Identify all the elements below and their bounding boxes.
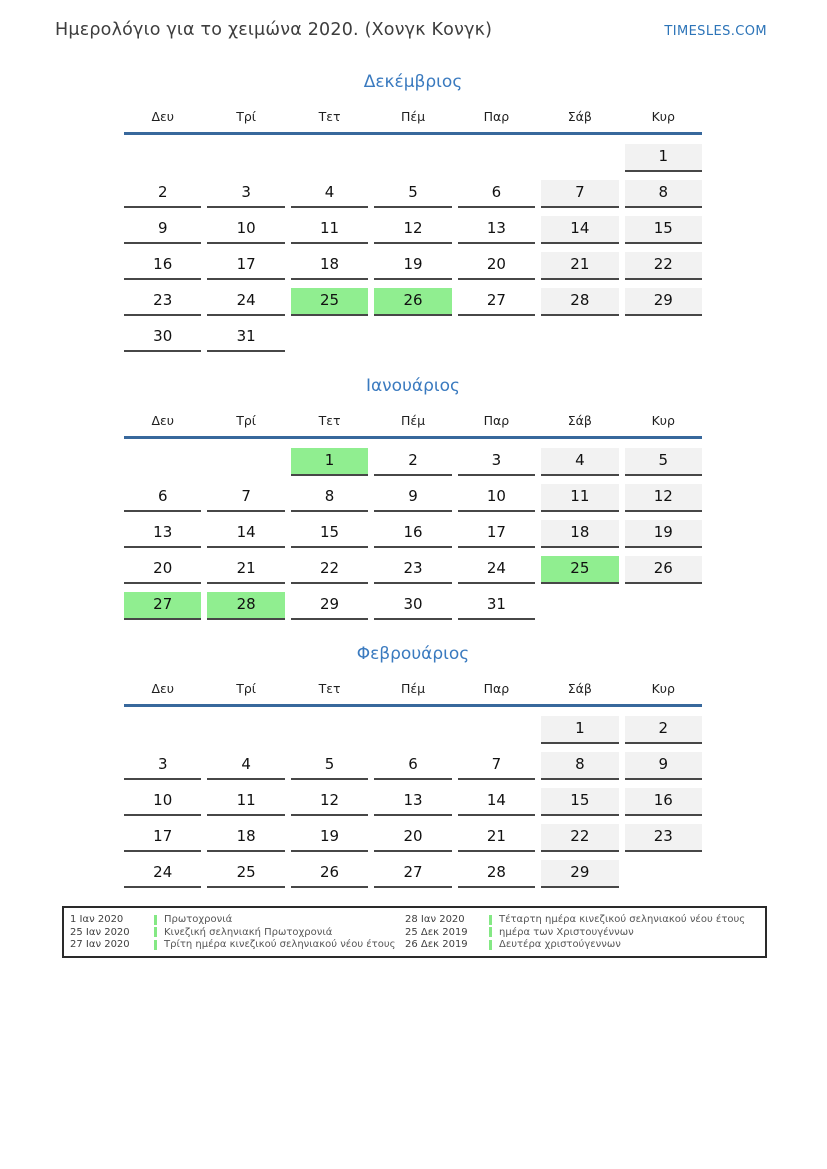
legend-color-bar (489, 915, 492, 925)
day-cell-4: 4 (541, 448, 618, 476)
weekday-header: Τρί (236, 413, 257, 428)
day-cell-15: 15 (541, 788, 618, 816)
day-cell-empty (124, 144, 201, 172)
day-cell-8: 8 (541, 752, 618, 780)
day-cell-empty (541, 592, 618, 620)
day-cell-7: 7 (458, 752, 535, 780)
legend-column (405, 913, 745, 951)
day-cell-empty (207, 716, 284, 744)
weekday-header-row (124, 108, 702, 125)
calendar (124, 71, 702, 911)
legend-date: 25 Ιαν 2020 (70, 926, 130, 938)
day-cell-3: 3 (458, 448, 535, 476)
day-cell-12: 12 (291, 788, 368, 816)
day-cell-23: 23 (374, 556, 451, 584)
weekday-header: Κυρ (651, 681, 675, 696)
day-cell-31: 31 (458, 592, 535, 620)
legend-date: 26 Δεκ 2019 (405, 939, 468, 950)
weekday-header: Παρ (483, 413, 510, 428)
weekday-header: Παρ (483, 109, 510, 124)
legend-color-bar (154, 915, 157, 925)
month-february (124, 643, 702, 888)
month-january (124, 375, 702, 620)
weekday-header: Πέμ (400, 413, 426, 428)
day-cell-6: 6 (458, 180, 535, 208)
weekday-header: Δευ (151, 109, 174, 124)
day-cell-22: 22 (541, 824, 618, 852)
day-cell-28: 28 (207, 592, 284, 620)
day-cell-26: 26 (374, 288, 451, 316)
day-cell-empty (291, 144, 368, 172)
legend-label: Πρωτοχρονιά (164, 914, 233, 925)
weekday-header: Δευ (151, 413, 174, 428)
month-december (124, 71, 702, 352)
day-cell-21: 21 (541, 252, 618, 280)
weekday-header: Κυρ (651, 413, 675, 428)
weekday-header: Σάβ (567, 109, 592, 124)
day-cell-13: 13 (458, 216, 535, 244)
day-cell-13: 13 (124, 520, 201, 548)
weekday-header: Τετ (318, 681, 341, 696)
day-cell-9: 9 (124, 216, 201, 244)
weekday-header: Τρί (236, 109, 257, 124)
day-cell-11: 11 (541, 484, 618, 512)
day-cell-8: 8 (291, 484, 368, 512)
day-cell-27: 27 (124, 592, 201, 620)
day-cell-empty (374, 324, 451, 352)
day-cell-empty (207, 448, 284, 476)
day-cell-empty (458, 716, 535, 744)
month-header-rule (124, 704, 702, 707)
weekday-header: Παρ (483, 681, 510, 696)
day-cell-12: 12 (374, 216, 451, 244)
weekday-header: Δευ (151, 681, 174, 696)
day-cell-10: 10 (458, 484, 535, 512)
day-cell-10: 10 (207, 216, 284, 244)
day-cell-empty (124, 448, 201, 476)
day-cell-empty (625, 592, 702, 620)
day-cell-25: 25 (291, 288, 368, 316)
weekday-header: Σάβ (567, 413, 592, 428)
day-cell-21: 21 (207, 556, 284, 584)
day-cell-8: 8 (625, 180, 702, 208)
month-title: Φεβρουάριος (356, 644, 470, 664)
day-cell-3: 3 (207, 180, 284, 208)
day-cell-5: 5 (625, 448, 702, 476)
day-grid (124, 716, 702, 888)
month-header-rule (124, 436, 702, 439)
day-cell-17: 17 (124, 824, 201, 852)
day-cell-empty (625, 324, 702, 352)
day-cell-24: 24 (458, 556, 535, 584)
day-cell-empty (374, 716, 451, 744)
day-cell-10: 10 (124, 788, 201, 816)
site-logo-link[interactable]: TIMESLES.COM (664, 24, 767, 39)
day-cell-22: 22 (291, 556, 368, 584)
day-cell-empty (291, 716, 368, 744)
legend-entry (405, 913, 745, 926)
weekday-header: Τετ (318, 109, 341, 124)
day-cell-21: 21 (458, 824, 535, 852)
legend-color-bar (154, 940, 157, 950)
weekday-header: Τρί (236, 681, 257, 696)
day-cell-3: 3 (124, 752, 201, 780)
day-cell-31: 31 (207, 324, 284, 352)
day-cell-20: 20 (458, 252, 535, 280)
legend-date: 25 Δεκ 2019 (405, 926, 468, 938)
page-title: Ημερολόγιο για το χειμώνα 2020. (Χονγκ Κονγκ) (55, 20, 493, 40)
legend-color-bar (489, 940, 492, 950)
day-cell-5: 5 (291, 752, 368, 780)
day-cell-empty (541, 144, 618, 172)
legend-entry (405, 938, 745, 951)
day-cell-empty (541, 324, 618, 352)
legend-label: Τέταρτη ημέρα κινεζικού σεληνιακού νέου έτους (499, 914, 746, 925)
day-cell-26: 26 (291, 860, 368, 888)
day-cell-7: 7 (541, 180, 618, 208)
day-cell-empty (625, 860, 702, 888)
legend-entry (405, 926, 745, 939)
day-cell-29: 29 (291, 592, 368, 620)
month-title: Ιανουάριος (365, 376, 461, 396)
day-cell-20: 20 (374, 824, 451, 852)
day-cell-7: 7 (207, 484, 284, 512)
day-cell-empty (458, 324, 535, 352)
legend-color-bar (154, 927, 157, 937)
legend-date: 27 Ιαν 2020 (70, 939, 130, 950)
month-title: Δεκέμβριος (363, 72, 463, 92)
day-cell-30: 30 (124, 324, 201, 352)
day-cell-26: 26 (625, 556, 702, 584)
weekday-header: Σάβ (567, 681, 592, 696)
day-cell-23: 23 (625, 824, 702, 852)
day-cell-empty (291, 324, 368, 352)
legend-label: ημέρα των Χριστουγέννων (499, 926, 634, 938)
day-cell-1: 1 (541, 716, 618, 744)
legend-date: 1 Ιαν 2020 (70, 914, 124, 925)
day-cell-empty (374, 144, 451, 172)
legend-entry (70, 926, 405, 939)
day-cell-empty (207, 144, 284, 172)
day-cell-1: 1 (625, 144, 702, 172)
day-cell-5: 5 (374, 180, 451, 208)
day-cell-9: 9 (625, 752, 702, 780)
day-cell-15: 15 (625, 216, 702, 244)
legend-color-bar (489, 927, 492, 937)
weekday-header: Τετ (318, 413, 341, 428)
day-cell-14: 14 (458, 788, 535, 816)
day-cell-6: 6 (374, 752, 451, 780)
legend (62, 906, 767, 958)
day-cell-19: 19 (291, 824, 368, 852)
day-cell-6: 6 (124, 484, 201, 512)
day-cell-27: 27 (458, 288, 535, 316)
weekday-header: Πέμ (400, 109, 426, 124)
legend-label: Τρίτη ημέρα κινεζικού σεληνιακού νέου έτους (164, 939, 396, 950)
day-cell-25: 25 (207, 860, 284, 888)
legend-label: Κινεζική σεληνιακή Πρωτοχρονιά (164, 926, 333, 938)
day-cell-24: 24 (207, 288, 284, 316)
day-cell-20: 20 (124, 556, 201, 584)
day-cell-9: 9 (374, 484, 451, 512)
day-cell-empty (458, 144, 535, 172)
weekday-header-row (124, 680, 702, 697)
day-cell-empty (124, 716, 201, 744)
day-cell-23: 23 (124, 288, 201, 316)
day-cell-22: 22 (625, 252, 702, 280)
day-cell-19: 19 (625, 520, 702, 548)
day-cell-17: 17 (458, 520, 535, 548)
day-grid (124, 144, 702, 352)
day-cell-17: 17 (207, 252, 284, 280)
month-header-rule (124, 132, 702, 135)
day-cell-28: 28 (541, 288, 618, 316)
day-cell-19: 19 (374, 252, 451, 280)
day-cell-18: 18 (207, 824, 284, 852)
day-cell-2: 2 (374, 448, 451, 476)
day-cell-25: 25 (541, 556, 618, 584)
day-cell-16: 16 (374, 520, 451, 548)
day-grid (124, 448, 702, 620)
day-cell-1: 1 (291, 448, 368, 476)
day-cell-28: 28 (458, 860, 535, 888)
legend-column (70, 913, 405, 951)
day-cell-29: 29 (541, 860, 618, 888)
day-cell-15: 15 (291, 520, 368, 548)
day-cell-16: 16 (124, 252, 201, 280)
day-cell-18: 18 (291, 252, 368, 280)
day-cell-16: 16 (625, 788, 702, 816)
legend-entry (70, 938, 405, 951)
day-cell-27: 27 (374, 860, 451, 888)
weekday-header-row (124, 412, 702, 429)
day-cell-29: 29 (625, 288, 702, 316)
day-cell-13: 13 (374, 788, 451, 816)
day-cell-2: 2 (124, 180, 201, 208)
weekday-header: Πέμ (400, 681, 426, 696)
day-cell-11: 11 (207, 788, 284, 816)
day-cell-4: 4 (207, 752, 284, 780)
day-cell-30: 30 (374, 592, 451, 620)
day-cell-24: 24 (124, 860, 201, 888)
legend-entry (70, 913, 405, 926)
day-cell-4: 4 (291, 180, 368, 208)
day-cell-18: 18 (541, 520, 618, 548)
day-cell-2: 2 (625, 716, 702, 744)
day-cell-11: 11 (291, 216, 368, 244)
day-cell-12: 12 (625, 484, 702, 512)
day-cell-14: 14 (207, 520, 284, 548)
weekday-header: Κυρ (651, 109, 675, 124)
legend-label: Δευτέρα χριστούγεννων (499, 939, 621, 950)
legend-date: 28 Ιαν 2020 (405, 914, 465, 925)
day-cell-14: 14 (541, 216, 618, 244)
